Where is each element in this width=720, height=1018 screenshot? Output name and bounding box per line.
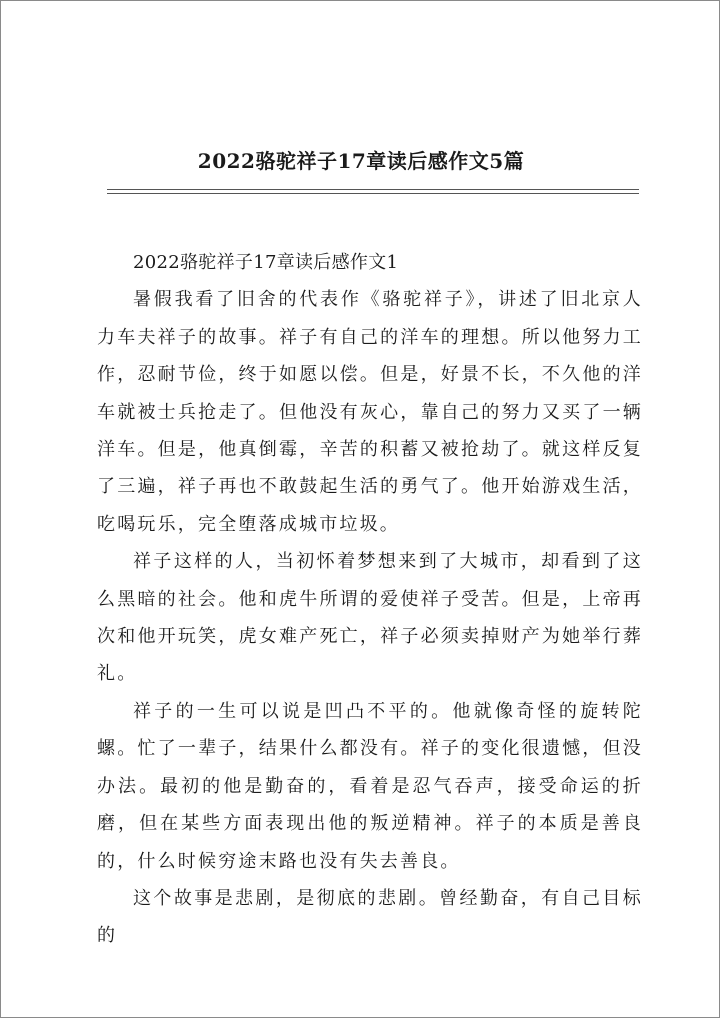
title-double-rule [107,189,639,194]
section-heading: 2022骆驼祥子17章读后感作文1 [133,252,399,273]
document-title: 2022骆驼祥子17章读后感作文5篇 [197,149,525,173]
document-body [97,244,643,955]
paragraph-1: 暑假我看了旧舍的代表作《骆驼祥子》，讲述了旧北京人力车夫祥子的故事。祥子有自己的洋车的理想。所以他努力工作，忍耐节俭，终于如愿以偿。但是，好景不长，不久他的洋车就被士兵抢走了。但他没有灰心，靠自己的努力又买了一辆洋车。但是，他真倒霉，辛苦的积蓄又被抢劫了。就这样反复了三遍，祥子再也不敢鼓起生活的勇气了。他开始游戏生活，吃喝玩乐，完全堕落成城市垃圾。 [97,289,643,535]
paragraph-3: 祥子的一生可以说是凹凸不平的。他就像奇怪的旋转陀螺。忙了一辈子，结果什么都没有。祥子的变化很遗憾，但没办法。最初的他是勤奋的，看着是忍气吞声，接受命运的折磨，但在某些方面表现出他的叛逆精神。祥子的本质是善良的，什么时候穷途末路也没有失去善良。 [97,700,643,872]
paragraph-4: 这个故事是悲剧，是彻底的悲剧。曾经勤奋，有自己目标的 [97,887,643,947]
paragraph-2: 祥子这样的人，当初怀着梦想来到了大城市，却看到了这么黑暗的社会。他和虎牛所谓的爱使祥子受苦。但是，上帝再次和他开玩笑，虎女难产死亡，祥子必须卖掉财产为她举行葬礼。 [97,551,643,685]
